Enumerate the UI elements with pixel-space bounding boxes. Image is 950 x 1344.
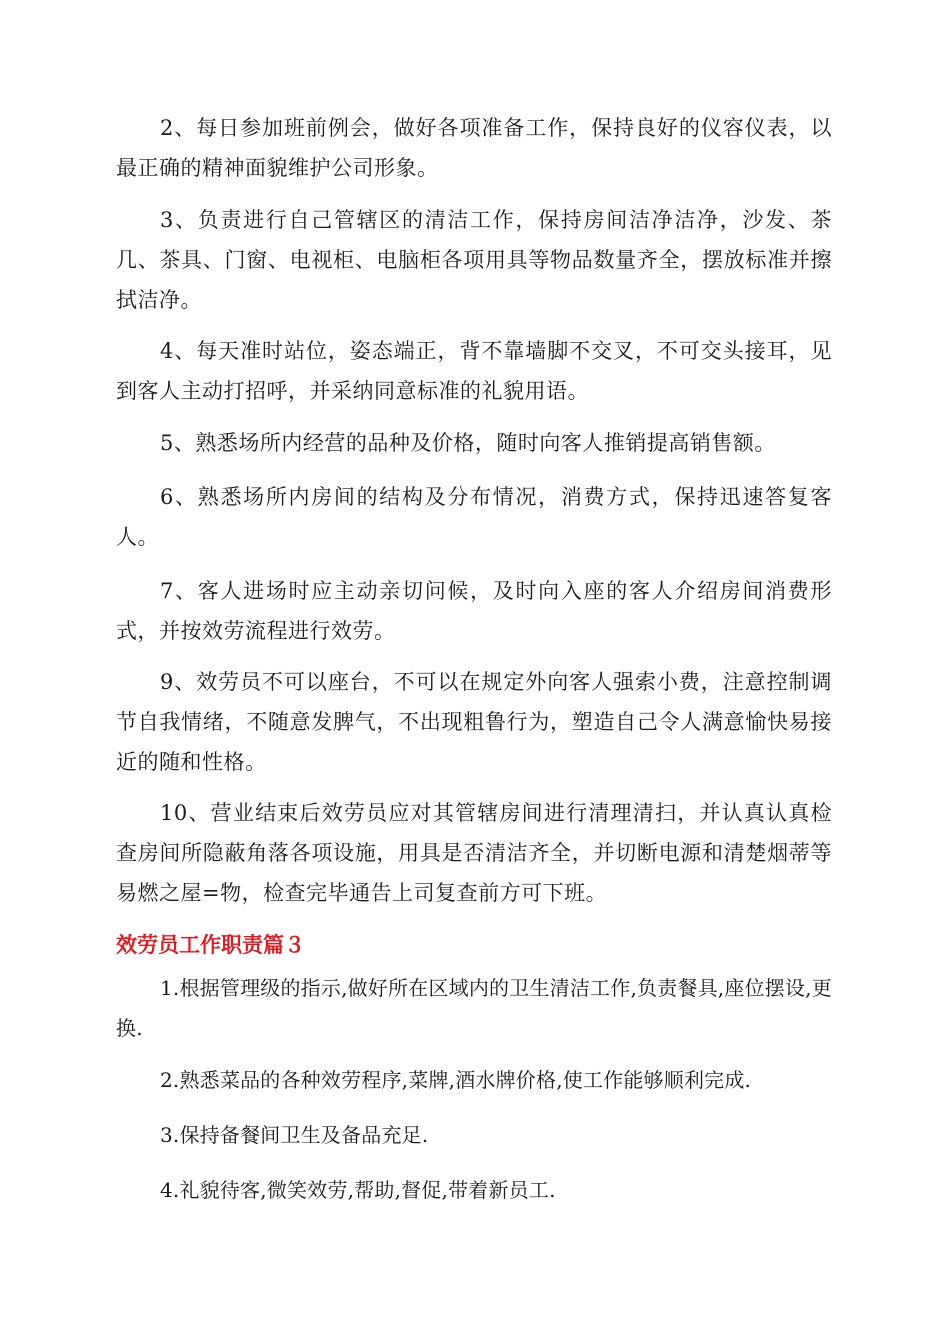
duty-item-4: 4、每天准时站位，姿态端正，背不靠墙脚不交叉，不可交头接耳，见到客人主动打招呼，并采纳同意标准的礼貌用语。 — [116, 339, 832, 403]
section-heading: 效劳员工作职责篇３ — [116, 933, 305, 957]
duty-item-3: 3、负责进行自己管辖区的清洁工作，保持房间洁净洁净，沙发、茶几、茶具、门窗、电视柜、电脑柜各项用具等物品数量齐全，摆放标准并擦拭洁净。 — [116, 208, 832, 312]
duty-item-5: 5、熟悉场所内经营的品种及价格，随时向客人推销提高销售额。 — [160, 431, 776, 455]
duty-item-6: 6、熟悉场所内房间的结构及分布情况，消费方式，保持迅速答复客人。 — [116, 485, 832, 549]
waiter-duty-3: 3.保持备餐间卫生及备品充足. — [160, 1123, 429, 1147]
duty-item-10: 10、营业结束后效劳员应对其管辖房间进行清理清扫，并认真认真检查房间所隐蔽角落各项设施，用具是否清洁齐全，并切断电源和清楚烟蒂等易燃之屋=物，检查完毕通告上司复查前方可下班。 — [116, 801, 832, 905]
waiter-duty-2: 2.熟悉菜品的各种效劳程序,菜牌,酒水牌价格,使工作能够顺利完成. — [160, 1068, 752, 1092]
duty-item-9: 9、效劳员不可以座台，不可以在规定外向客人强索小费，注意控制调节自我情绪，不随意发脾气，不出现粗鲁行为，塑造自己令人满意愉快易接近的随和性格。 — [116, 670, 832, 774]
duty-item-7: 7、客人进场时应主动亲切问候，及时向入座的客人介绍房间消费形式，并按效劳流程进行效劳。 — [116, 579, 832, 643]
waiter-duty-1: 1.根据管理级的指示,做好所在区域内的卫生清洁工作,负责餐具,座位摆设,更换. — [116, 976, 832, 1040]
duty-item-2: 2、每日参加班前例会，做好各项准备工作，保持良好的仪容仪表，以最正确的精神面貌维护公司形象。 — [116, 116, 832, 180]
waiter-duty-4: 4.礼貌待客,微笑效劳,帮助,督促,带着新员工. — [160, 1178, 556, 1202]
